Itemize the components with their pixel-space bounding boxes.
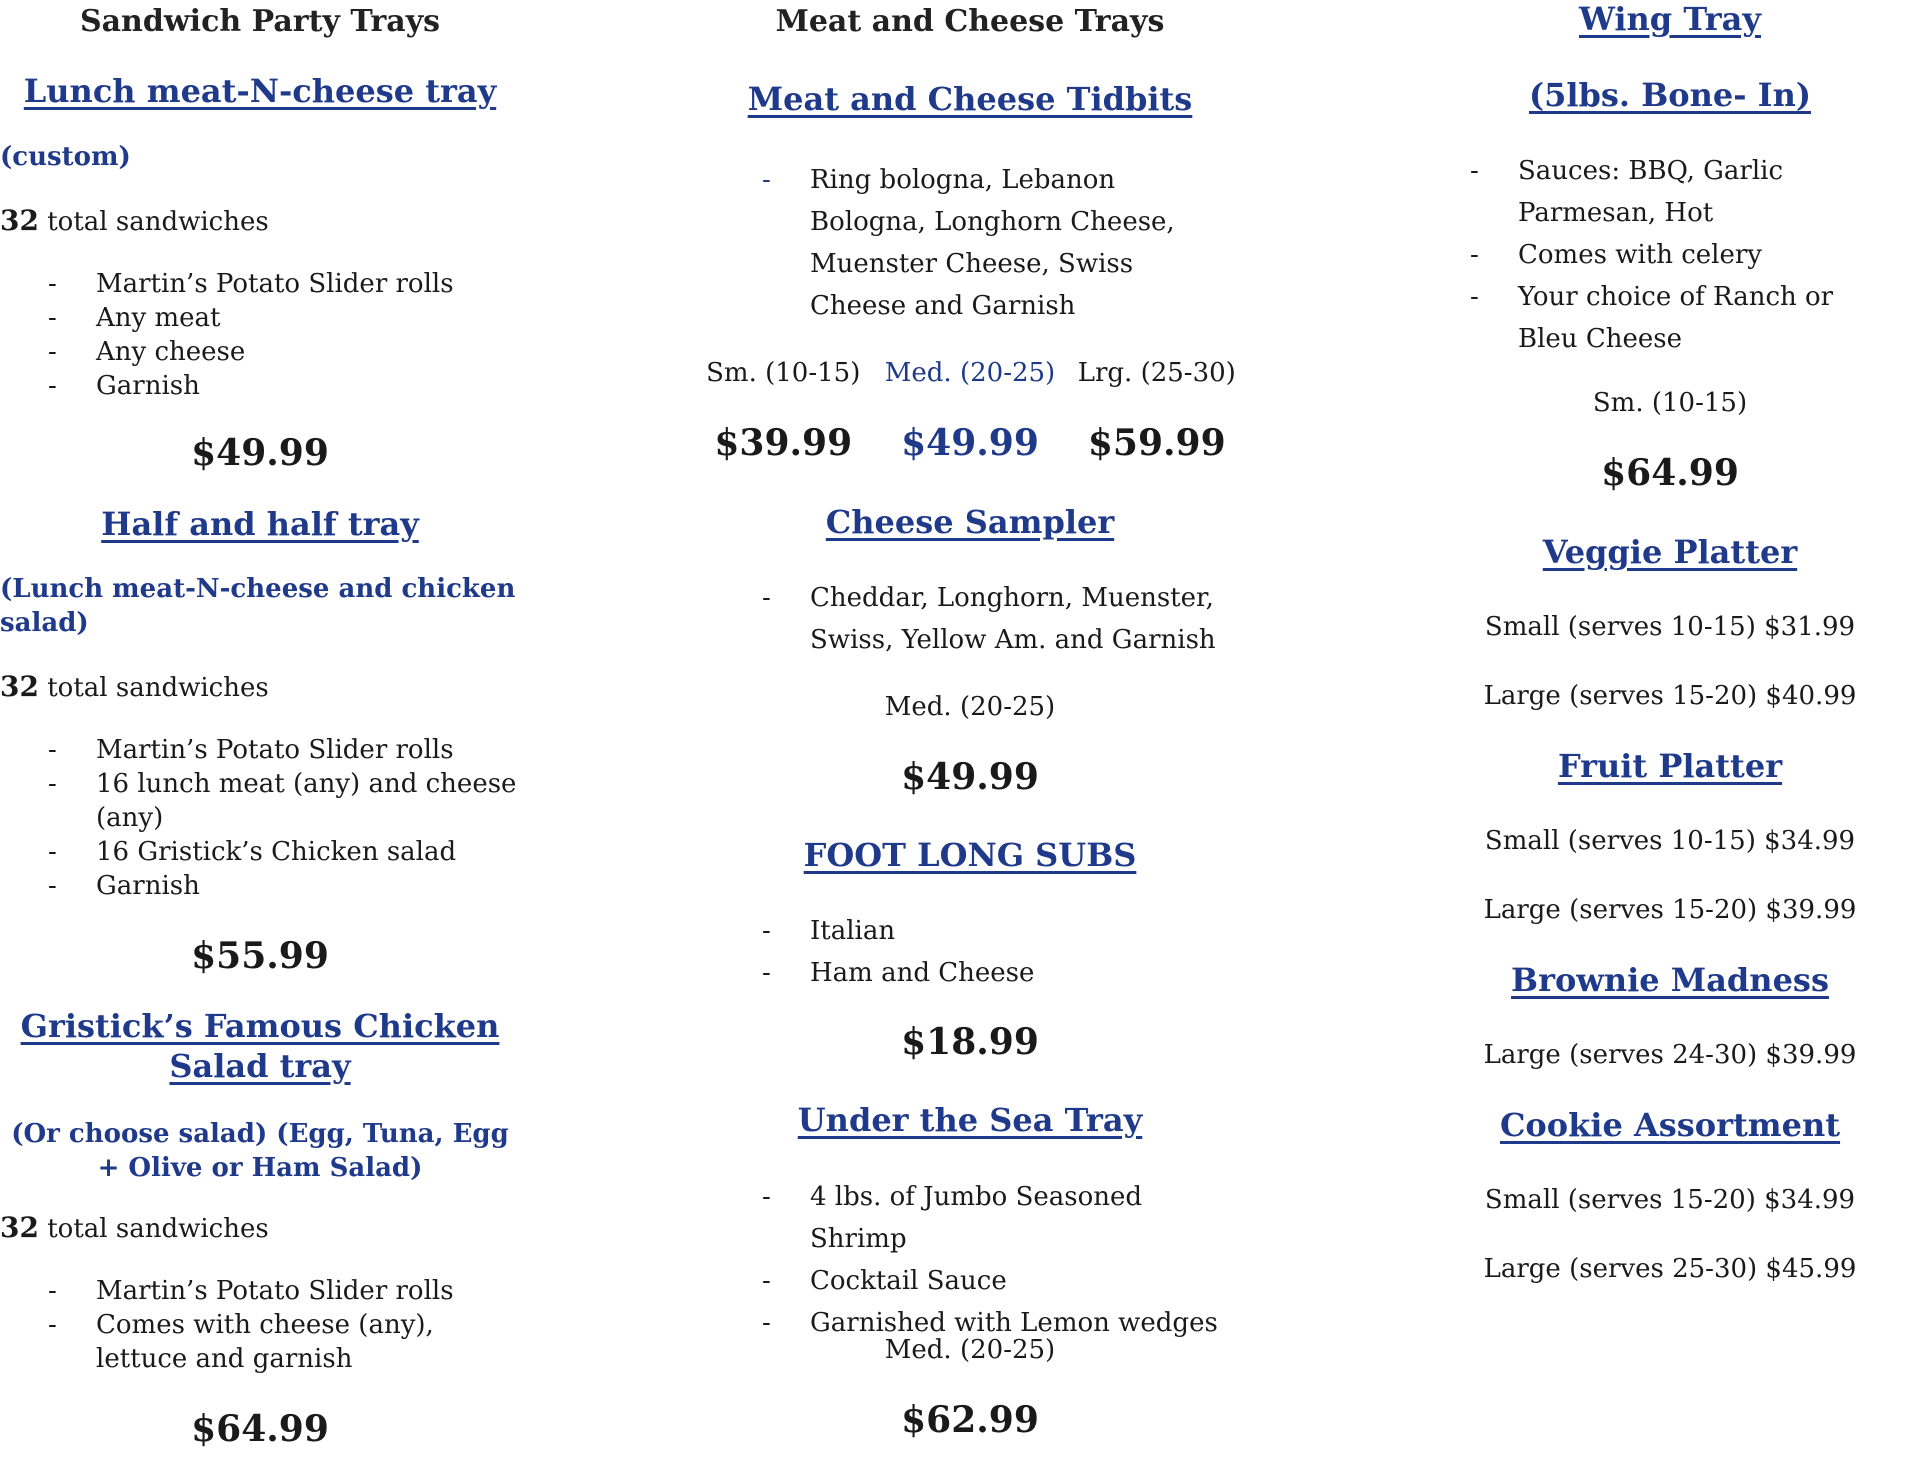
list-item: - Comes with cheese (any), lettuce and garnish: [48, 1310, 434, 1374]
sampler-items: [762, 577, 1232, 661]
sea-size: Med. (20-25): [884, 1335, 1056, 1365]
size-small: Sm. (10-15): [706, 358, 861, 388]
sea-items: [762, 1176, 1232, 1344]
wing-title: Wing Tray: [1579, 0, 1761, 38]
list-item: - Garnish: [48, 871, 200, 901]
list-item: - Ham and Cheese: [762, 958, 1035, 988]
list-item: - Sauces: BBQ, Garlic Parmesan, Hot: [1470, 156, 1784, 228]
list-item: - 16 lunch meat (any) and cheese (any): [48, 769, 517, 833]
list-item: - Any meat: [48, 303, 221, 333]
chicken-tray-count: 32 total sandwiches: [0, 1211, 269, 1244]
fruit-title: Fruit Platter: [1557, 747, 1783, 785]
brownie-title: Brownie Madness: [1511, 961, 1829, 999]
price-large: $59.99: [1087, 422, 1226, 464]
wing-items: [1470, 150, 1890, 360]
price-medium: $49.99: [901, 422, 1039, 464]
brownie-large: Large (serves 24-30) $39.99: [1483, 1040, 1857, 1070]
list-item: - Your choice of Ranch or Bleu Cheese: [1470, 282, 1834, 354]
subs-title: FOOT LONG SUBS: [803, 836, 1137, 874]
list-item: - Garnish: [48, 371, 200, 401]
chicken-tray-items: [48, 1274, 518, 1376]
half-tray-title: Half and half tray: [101, 505, 419, 543]
lunch-tray-subtitle: (custom): [0, 142, 131, 172]
half-tray-items: [48, 733, 518, 903]
chicken-tray-subtitle: (Or choose salad) (Egg, Tuna, Egg + Olive or Ham Salad): [11, 1119, 509, 1183]
subs-items: [762, 910, 1232, 994]
list-item: - Martin’s Potato Slider rolls: [48, 1276, 454, 1306]
list-item: - Comes with celery: [1470, 240, 1762, 270]
list-item: - Garnished with Lemon wedges: [762, 1308, 1218, 1338]
list-item: - Ring bologna, Lebanon Bologna, Longhorn Cheese, Muenster Cheese, Swiss Cheese and Garnish: [762, 165, 1175, 321]
sea-price: $62.99: [901, 1399, 1039, 1441]
tidbits-sizes: [690, 356, 1250, 390]
fruit-large: Large (serves 15-20) $39.99: [1483, 895, 1857, 925]
wing-subtitle: (5lbs. Bone- In): [1528, 76, 1812, 114]
tidbits-prices: [690, 422, 1250, 464]
lunch-tray-items: [48, 267, 518, 403]
chicken-tray-price: $64.99: [191, 1408, 329, 1450]
size-large: Lrg. (25-30): [1077, 358, 1236, 388]
wing-price: $64.99: [1601, 452, 1739, 494]
cookie-small: Small (serves 15-20) $34.99: [1484, 1185, 1856, 1215]
sampler-size: Med. (20-25): [884, 692, 1056, 722]
price-small: $39.99: [714, 422, 853, 464]
half-tray-subtitle: (Lunch meat-N-cheese and chicken salad): [0, 574, 516, 638]
tidbits-title: Meat and Cheese Tidbits: [747, 80, 1193, 118]
list-item: - Italian: [762, 916, 896, 946]
size-medium: Med. (20-25): [884, 358, 1056, 388]
chicken-tray-title: Gristick’s Famous Chicken Salad tray: [20, 1007, 500, 1085]
sampler-price: $49.99: [901, 756, 1039, 798]
veggie-large: Large (serves 15-20) $40.99: [1483, 681, 1857, 711]
list-item: - 4 lbs. of Jumbo Seasoned Shrimp: [762, 1182, 1143, 1254]
sea-title: Under the Sea Tray: [797, 1101, 1143, 1139]
cookie-large: Large (serves 25-30) $45.99: [1483, 1254, 1857, 1284]
cookie-title: Cookie Assortment: [1499, 1106, 1841, 1144]
list-item: - Martin’s Potato Slider rolls: [48, 269, 454, 299]
subs-price: $18.99: [901, 1021, 1039, 1063]
list-item: - Cocktail Sauce: [762, 1266, 1007, 1296]
list-item: - 16 Gristick’s Chicken salad: [48, 837, 457, 867]
section-title: Sandwich Party Trays: [79, 4, 441, 39]
veggie-small: Small (serves 10-15) $31.99: [1484, 612, 1856, 642]
half-tray-price: $55.99: [191, 935, 329, 977]
lunch-tray-count: 32 total sandwiches: [0, 204, 269, 237]
tidbits-items: [762, 159, 1232, 327]
section-title: Meat and Cheese Trays: [775, 4, 1165, 39]
lunch-tray-price: $49.99: [191, 432, 329, 474]
list-item: - Any cheese: [48, 337, 246, 367]
half-tray-count: 32 total sandwiches: [0, 670, 269, 703]
sampler-title: Cheese Sampler: [825, 503, 1115, 541]
veggie-title: Veggie Platter: [1542, 533, 1798, 571]
list-item: - Martin’s Potato Slider rolls: [48, 735, 454, 765]
lunch-tray-title: Lunch meat-N-cheese tray: [23, 72, 497, 110]
list-item: - Cheddar, Longhorn, Muenster, Swiss, Yellow Am. and Garnish: [762, 583, 1216, 655]
fruit-small: Small (serves 10-15) $34.99: [1484, 826, 1856, 856]
wing-size: Sm. (10-15): [1592, 388, 1748, 418]
